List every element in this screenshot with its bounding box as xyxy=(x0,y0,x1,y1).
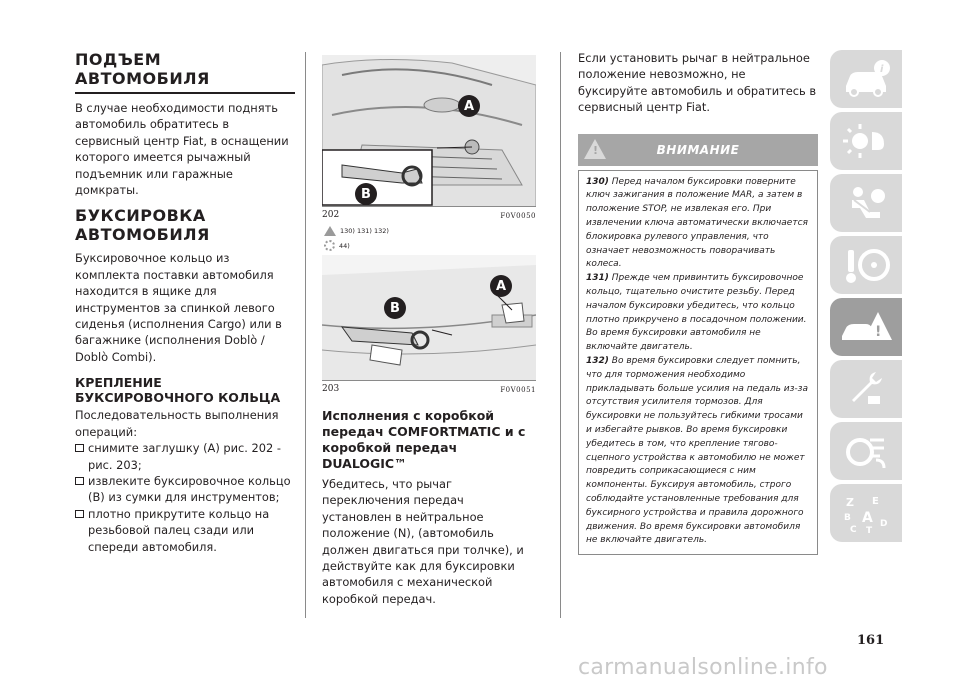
callout-b-icon: B xyxy=(355,183,377,205)
warning-header xyxy=(578,134,818,166)
warning-car-icon[interactable] xyxy=(830,298,902,356)
chapter-tabs xyxy=(830,50,902,546)
specs-icon[interactable] xyxy=(830,422,902,480)
warning-triangle-icon xyxy=(324,226,336,236)
car-info-icon[interactable] xyxy=(830,50,902,108)
checkbox-square-icon xyxy=(75,477,84,485)
subsection-title-ring: КРЕПЛЕНИЕ БУКСИРОВОЧНОГО КОЛЬЦА xyxy=(75,375,281,406)
service-wrench-icon[interactable] xyxy=(830,360,902,418)
svg-text:Z: Z xyxy=(846,496,854,509)
svg-text:C: C xyxy=(850,525,857,534)
svg-text:A: A xyxy=(862,510,873,526)
paragraph-sequence: Последовательность выполнения операций: xyxy=(75,408,279,439)
callout-a-icon: A xyxy=(458,95,480,117)
warning-triangle-icon: ! xyxy=(584,139,606,159)
section-title-lifting: ПОДЪЕМ АВТОМОБИЛЯ xyxy=(75,50,295,94)
dashboard-lights-icon[interactable] xyxy=(830,112,902,170)
svg-text:T: T xyxy=(866,526,873,534)
reference-notes: 130) 131) 132) 44) xyxy=(324,226,536,251)
safety-airbag-icon[interactable] xyxy=(830,174,902,232)
figure-203-image xyxy=(322,255,536,381)
warning-title: ВНИМАНИЕ xyxy=(656,142,740,157)
list-item: снимите заглушку (A) рис. 202 - рис. 203; xyxy=(75,440,295,473)
checkbox-square-icon xyxy=(75,444,84,452)
figure-202-caption xyxy=(322,210,536,220)
callout-b-icon: B xyxy=(384,297,406,319)
steering-key-icon[interactable] xyxy=(830,236,902,294)
column-middle xyxy=(322,55,536,607)
checkbox-square-icon xyxy=(75,510,84,518)
column-divider xyxy=(560,52,561,618)
figure-number: 203 xyxy=(322,384,340,394)
figure-code: F0V0051 xyxy=(500,386,536,394)
svg-text:i: i xyxy=(880,64,884,75)
warning-item: 130) Перед началом буксировки поверните ключ зажигания в положение MAR, а затем в положение STOP, не извлекая его. При извлечении ключа автоматически включается блокировка рулевого управления, что означает невозможность поворачивать колеса. xyxy=(586,176,808,270)
column-left xyxy=(75,50,295,555)
index-letters-icon[interactable] xyxy=(830,484,902,542)
figure-code: F0V0050 xyxy=(500,212,536,220)
section-title-towing: БУКСИРОВКА АВТОМОБИЛЯ xyxy=(75,206,210,245)
caution-gear-icon xyxy=(324,240,335,251)
paragraph-automatic: Убедитесь, что рычаг переключения передач установлен в нейтральное положение (N), (автомобиль должен двигаться при толчке), и действуйте как для буксировки автомобиля с механической коробкой передач. xyxy=(322,477,524,606)
paragraph-lifting: В случае необходимости поднять автомобиль обратитесь в сервисный центр Fiat, в оснащении которого имеется рычажный подъемник или гаражные домкраты. xyxy=(75,101,289,198)
svg-text:!: ! xyxy=(875,324,882,340)
column-divider xyxy=(305,52,306,618)
warning-box xyxy=(578,170,818,556)
svg-text:E: E xyxy=(872,496,879,507)
list-item: плотно прикрутите кольцо на резьбовой палец сзади или спереди автомобиля. xyxy=(75,506,295,555)
page-number: 161 xyxy=(857,633,885,648)
warning-item: 132) Во время буксировки следует помнить, что для торможения необходимо прикладывать больше усилия на педаль из-за отсутствия усилителя тормозов. Для буксировки не пользуйтесь гибкими тросами и избегайте рывков. Во время буксировки убедитесь в том, что крепление тягово-сцепного устройства к автомобилю не может повредить соприкасающиеся с ним компоненты. Буксируя автомобиль, строго соблюдайте установленные требования для буксирного устройства и правила дорожного движения. Во время буксировки автомобиля не включайте двигатель. xyxy=(586,355,808,546)
paragraph-neutral: Если установить рычаг в нейтральное положение невозможно, не буксируйте автомобиль и обратитесь в сервисный центр Fiat. xyxy=(578,51,817,115)
figure-202-image xyxy=(322,55,536,207)
paragraph-towing: Буксировочное кольцо из комплекта поставки автомобиля находится в ящике для инструментов за спинкой левого сиденья (исполнения Cargo) или в багажнике (исполнения Doblò / Doblò Combi). xyxy=(75,251,282,364)
subsection-title-automatic: Исполнения с коробкой передач COMFORTMATIC и с коробкой передач DUALOGIC™ xyxy=(322,408,526,471)
list-item: извлеките буксировочное кольцо (B) из сумки для инструментов; xyxy=(75,473,295,506)
svg-text:D: D xyxy=(880,519,888,529)
warning-item: 131) Прежде чем привинтить буксировочное кольцо, тщательно очистите резьбу. Перед началом буксировки убедитесь, что кольцо плотно прикручено в посадочном положении. Во время буксировки автомобиля не включайте двигатель. xyxy=(586,273,807,353)
watermark: carmanualsonline.info xyxy=(578,655,828,680)
svg-text:B: B xyxy=(844,513,851,523)
figure-203-caption xyxy=(322,384,536,394)
callout-a-icon: A xyxy=(490,275,512,297)
column-right xyxy=(578,50,818,555)
figure-number: 202 xyxy=(322,210,340,220)
